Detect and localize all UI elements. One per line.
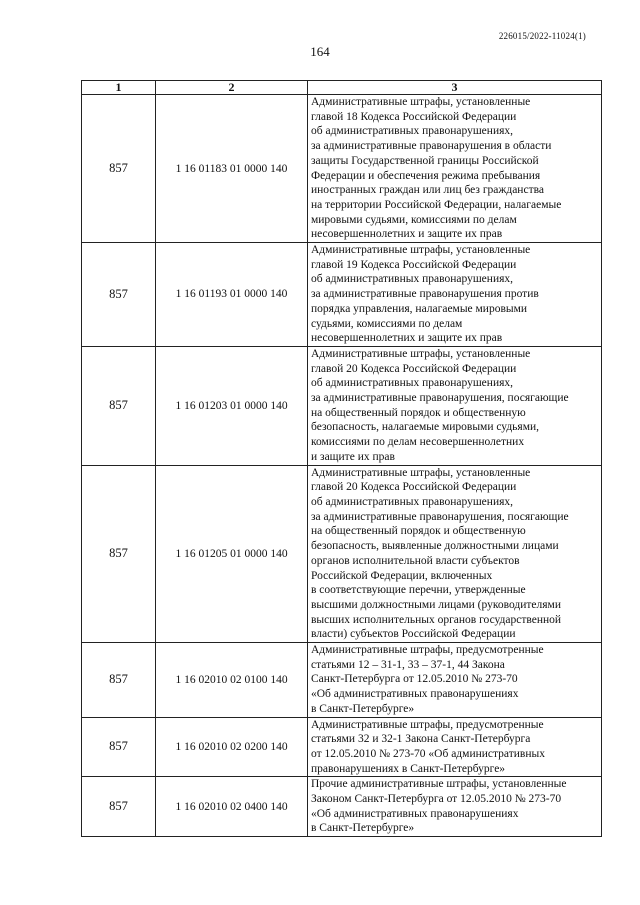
admin-code-cell: 857 bbox=[82, 643, 156, 718]
document-number: 226015/2022-11024(1) bbox=[498, 31, 586, 41]
description-line: на территории Российской Федерации, налагаемые bbox=[311, 198, 562, 211]
description-line: иностранных граждан или лиц без гражданства bbox=[311, 184, 544, 197]
description-line: несовершеннолетних и защите их прав bbox=[311, 332, 503, 345]
description-line: Административные штрафы, предусмотренные bbox=[311, 644, 544, 657]
description-cell bbox=[308, 643, 602, 718]
description-line: статьями 12 – 31-1, 33 – 37-1, 44 Закона bbox=[311, 658, 505, 671]
description-line: в соответствующие перечни, утвержденные bbox=[311, 584, 526, 597]
description-line: органов исполнительной власти субъектов bbox=[311, 554, 520, 567]
description-line: Административные штрафы, установленные bbox=[311, 244, 531, 257]
table-row bbox=[82, 95, 602, 243]
description-line: Административные штрафы, установленные bbox=[311, 96, 531, 108]
description-line: главой 20 Кодекса Российской Федерации bbox=[311, 362, 517, 375]
description-line: Прочие административные штрафы, установленные bbox=[311, 778, 567, 791]
description-line: за административные правонарушения, посягающие bbox=[311, 392, 569, 405]
budget-classification-code-cell: 1 16 02010 02 0200 140 bbox=[156, 717, 308, 777]
column-header-3: 3 bbox=[308, 81, 602, 95]
description-line: Российской Федерации, включенных bbox=[311, 569, 493, 582]
description-line: комиссиями по делам несовершеннолетних bbox=[311, 436, 525, 449]
description-line: «Об административных правонарушениях bbox=[311, 807, 519, 820]
description-line: в Санкт-Петербурге» bbox=[311, 822, 415, 835]
description-line: Федерации и обеспечения режима пребывания bbox=[311, 169, 541, 182]
description-line: статьями 32 и 32-1 Закона Санкт-Петербурга bbox=[311, 733, 531, 746]
column-header-1: 1 bbox=[82, 81, 156, 95]
description-line: за административные правонарушения, посягающие bbox=[311, 510, 569, 523]
description-line: об административных правонарушениях, bbox=[311, 377, 514, 390]
admin-code-cell: 857 bbox=[82, 346, 156, 465]
description-cell bbox=[308, 465, 602, 642]
budget-classification-code-cell: 1 16 01203 01 0000 140 bbox=[156, 346, 308, 465]
admin-code-cell: 857 bbox=[82, 465, 156, 642]
header-row bbox=[82, 81, 602, 95]
budget-classification-code-cell: 1 16 02010 02 0100 140 bbox=[156, 643, 308, 718]
table-row bbox=[82, 243, 602, 347]
admin-code-cell: 857 bbox=[82, 717, 156, 777]
budget-codes-table bbox=[81, 80, 602, 837]
description-line: об административных правонарушениях, bbox=[311, 125, 514, 138]
admin-code-cell: 857 bbox=[82, 95, 156, 243]
page-number: 164 bbox=[310, 44, 330, 59]
description-line: и защите их прав bbox=[311, 450, 395, 463]
description-line: за административные правонарушения против bbox=[311, 288, 539, 301]
description-line: высших исполнительных органов государственной bbox=[311, 613, 562, 626]
description-line: безопасность, налагаемые мировыми судьями, bbox=[311, 421, 540, 434]
description-cell bbox=[308, 95, 602, 243]
description-line: об административных правонарушениях, bbox=[311, 273, 514, 286]
admin-code-cell: 857 bbox=[82, 777, 156, 837]
description-line: за административные правонарушения в области bbox=[311, 140, 552, 153]
table-row bbox=[82, 465, 602, 642]
description-line: Административные штрафы, предусмотренные bbox=[311, 718, 544, 731]
description-line: Административные штрафы, установленные bbox=[311, 347, 531, 360]
budget-classification-code-cell: 1 16 01205 01 0000 140 bbox=[156, 465, 308, 642]
description-line: главой 18 Кодекса Российской Федерации bbox=[311, 110, 517, 123]
description-line: власти) субъектов Российской Федерации bbox=[311, 628, 516, 641]
description-line: в Санкт-Петербурге» bbox=[311, 702, 415, 715]
description-cell bbox=[308, 717, 602, 777]
description-line: Административные штрафы, установленные bbox=[311, 466, 531, 479]
table-row bbox=[82, 643, 602, 718]
description-line: Санкт-Петербурга от 12.05.2010 № 273-70 bbox=[311, 673, 518, 686]
admin-code-cell: 857 bbox=[82, 243, 156, 347]
description-line: защиты Государственной границы Российской bbox=[311, 154, 539, 167]
description-line: от 12.05.2010 № 273-70 «Об административных bbox=[311, 747, 545, 760]
description-line: главой 19 Кодекса Российской Федерации bbox=[311, 258, 517, 271]
description-line: главой 20 Кодекса Российской Федерации bbox=[311, 481, 517, 494]
description-line: судьями, комиссиями по делам bbox=[311, 317, 463, 330]
description-line: Законом Санкт-Петербурга от 12.05.2010 № 273-70 bbox=[311, 793, 562, 806]
description-line: «Об административных правонарушениях bbox=[311, 688, 519, 701]
budget-classification-code-cell: 1 16 02010 02 0400 140 bbox=[156, 777, 308, 837]
description-line: правонарушениях в Санкт-Петербурге» bbox=[311, 762, 506, 775]
table-row bbox=[82, 346, 602, 465]
description-line: мировыми судьями, комиссиями по делам bbox=[311, 213, 517, 226]
table-row bbox=[82, 717, 602, 777]
budget-classification-code-cell: 1 16 01193 01 0000 140 bbox=[156, 243, 308, 347]
table-row bbox=[82, 777, 602, 837]
description-line: на общественный порядок и общественную bbox=[311, 525, 526, 538]
description-cell bbox=[308, 777, 602, 837]
description-line: несовершеннолетних и защите их прав bbox=[311, 228, 503, 241]
description-line: об административных правонарушениях, bbox=[311, 495, 514, 508]
column-header-2: 2 bbox=[156, 81, 308, 95]
description-cell bbox=[308, 346, 602, 465]
description-line: на общественный порядок и общественную bbox=[311, 406, 526, 419]
description-line: порядка управления, налагаемые мировыми bbox=[311, 302, 528, 315]
budget-classification-code-cell: 1 16 01183 01 0000 140 bbox=[156, 95, 308, 243]
description-line: высшими должностными лицами (руководителями bbox=[311, 598, 561, 611]
description-cell bbox=[308, 243, 602, 347]
description-line: безопасность, выявленные должностными лицами bbox=[311, 540, 559, 553]
